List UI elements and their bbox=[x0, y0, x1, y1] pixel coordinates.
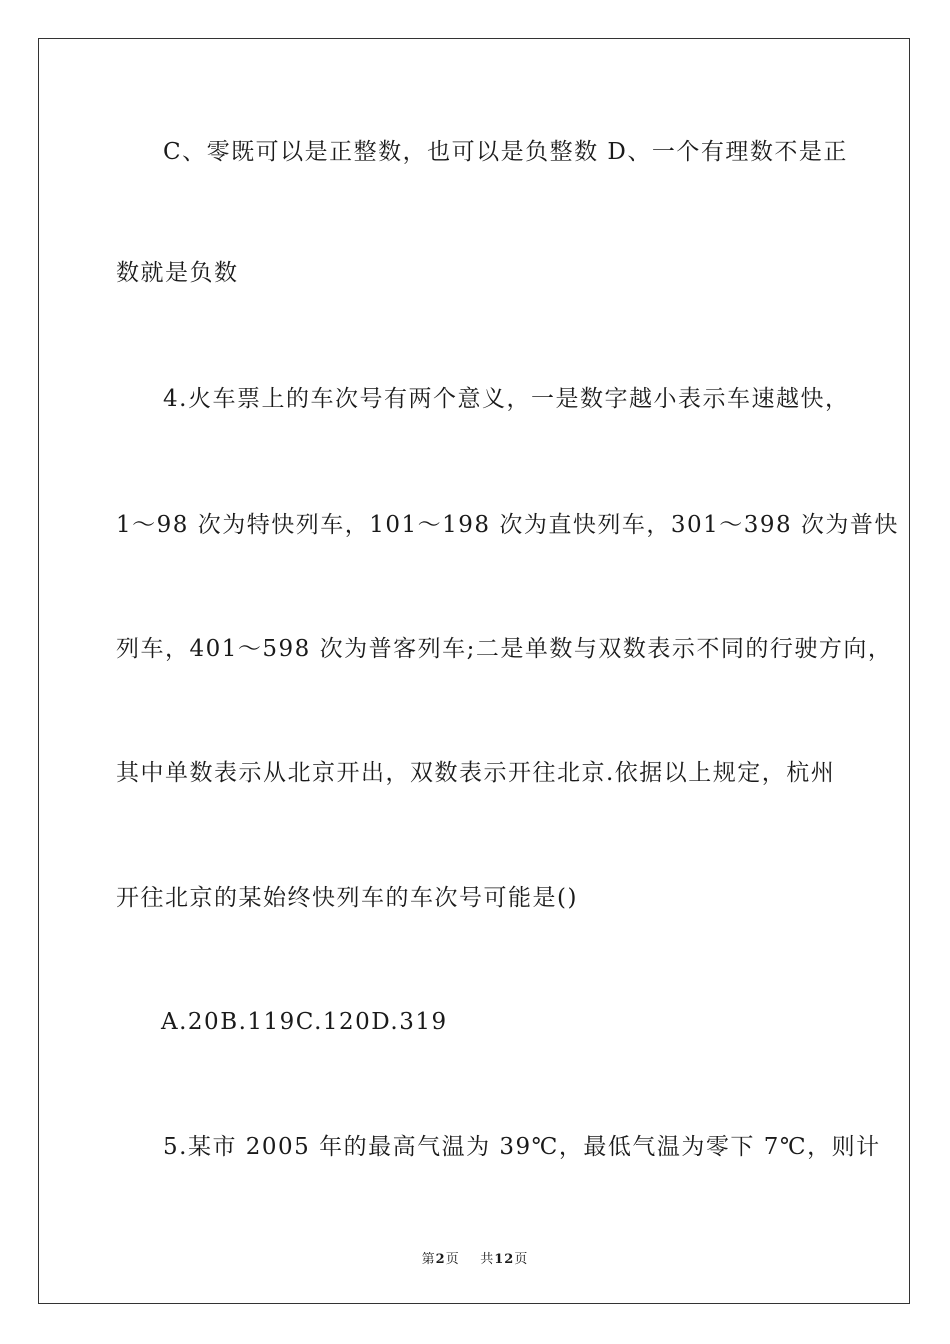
page-footer bbox=[0, 1248, 950, 1267]
text-line: 数就是负数 bbox=[116, 260, 239, 286]
page-border bbox=[38, 38, 910, 1304]
total-prefix: 共 bbox=[480, 1252, 495, 1267]
text-line: C、零既可以是正整数，也可以是负整数 D、一个有理数不是正 bbox=[163, 139, 848, 165]
text-line: 5.某市 2005 年的最高气温为 39℃，最低气温为零下 7℃，则计 bbox=[163, 1134, 881, 1160]
total-suffix: 页 bbox=[514, 1252, 529, 1267]
text-line: 列车，401～598 次为普客列车;二是单数与双数表示不同的行驶方向， bbox=[116, 636, 893, 662]
answer-options: A.20B.119C.120D.319 bbox=[161, 1009, 448, 1035]
page-suffix: 页 bbox=[445, 1252, 460, 1267]
total-pages: 12 bbox=[494, 1252, 515, 1267]
text-line: 1～98 次为特快列车，101～198 次为直快列车，301～398 次为普快 bbox=[116, 512, 899, 538]
page-prefix: 第 bbox=[421, 1252, 436, 1267]
text-line: 其中单数表示从北京开出，双数表示开往北京.依据以上规定，杭州 bbox=[116, 760, 836, 786]
text-line: 4.火车票上的车次号有两个意义，一是数字越小表示车速越快， bbox=[163, 386, 850, 412]
text-line: 开往北京的某始终快列车的车次号可能是() bbox=[116, 885, 578, 911]
page-number: 2 bbox=[435, 1252, 446, 1267]
